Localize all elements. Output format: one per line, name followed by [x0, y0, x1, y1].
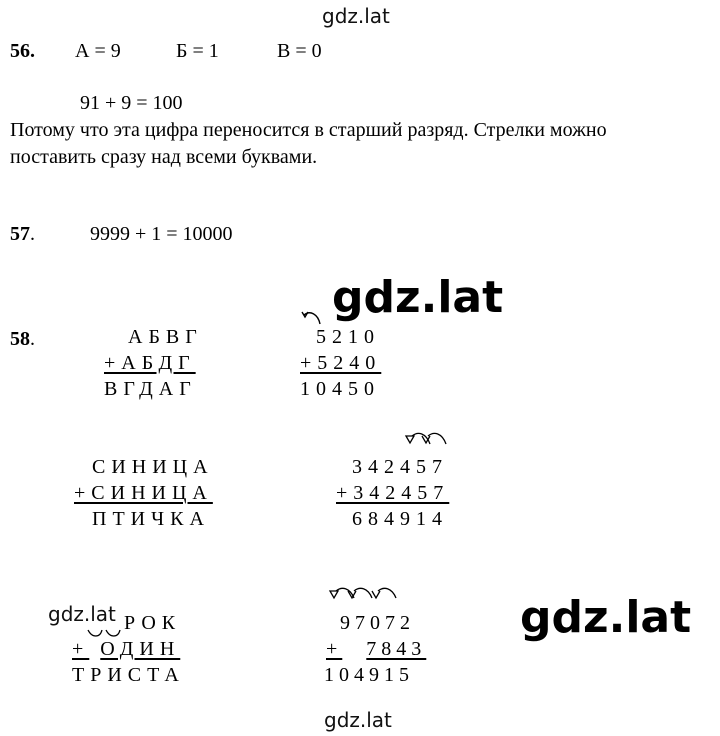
- carry-arrows-icon: [400, 430, 448, 452]
- ex2-letters-line2: +СИНИЦА: [74, 482, 213, 504]
- value-v: В = 0: [277, 40, 322, 62]
- ex2-letters-line3: ПТИЧКА: [92, 508, 210, 530]
- problem-57-label: [10, 223, 35, 246]
- ex2-numbers-line3: 684914: [352, 508, 448, 530]
- ex3-plus-sign: +: [72, 638, 90, 660]
- problem-56-number: 56.: [10, 40, 35, 62]
- carry-arrows-3-icon: [326, 586, 406, 606]
- ex2-numbers-line2: +342457: [336, 482, 450, 504]
- explanation-line-2: поставить сразу над всеми буквами.: [10, 146, 318, 168]
- ex1-letters-line3: ВГДАГ: [104, 378, 197, 400]
- ex3-letters-line1: РОК: [124, 612, 182, 634]
- watermark-bottom: gdz.lat: [324, 708, 392, 732]
- ex1-letters-line1: АБВГ: [128, 326, 203, 348]
- watermark-center: gdz.lat: [332, 272, 504, 323]
- watermark-top: gdz.lat: [322, 4, 390, 28]
- ex3-numbers-line1: 97072: [340, 612, 415, 634]
- ex1-numbers-line1: 5210: [316, 326, 380, 348]
- explanation-line-1: Потому что эта цифра переносится в старший разряд. Стрелки можно: [10, 119, 607, 141]
- problem-58-label: [10, 328, 35, 351]
- ex3-numbers-line3: 104915: [324, 664, 414, 686]
- problem-57-number: 57: [10, 223, 30, 245]
- value-b: Б = 1: [176, 40, 219, 62]
- value-a: А = 9: [75, 40, 121, 62]
- ex3-letters-line3: ТРИСТА: [72, 664, 185, 686]
- ex1-numbers-line3: 10450: [300, 378, 380, 400]
- equation-57: 9999 + 1 = 10000: [90, 223, 233, 245]
- ex1-numbers-line2: +5240: [300, 352, 382, 374]
- ex3-numbers-line2: [326, 638, 426, 661]
- problem-58-dot: .: [30, 328, 35, 350]
- problem-58-number: 58: [10, 328, 30, 350]
- ex1-letters-line2: +АБДГ: [104, 352, 196, 374]
- ex3-letters-line2: [72, 638, 180, 661]
- ex3-number-7843: 7843: [366, 638, 427, 660]
- carry-arrow-icon: [300, 306, 324, 328]
- equation-56: 91 + 9 = 100: [80, 92, 183, 114]
- ex3-word-odin: ОДИН: [100, 638, 181, 660]
- watermark-right: gdz.lat: [520, 592, 692, 643]
- ex2-letters-line1: СИНИЦА: [92, 456, 214, 478]
- problem-57-dot: .: [30, 223, 35, 245]
- watermark-left: gdz.lat: [48, 602, 116, 626]
- ex3-number-plus: +: [326, 638, 343, 660]
- ex2-numbers-line1: 342457: [352, 456, 448, 478]
